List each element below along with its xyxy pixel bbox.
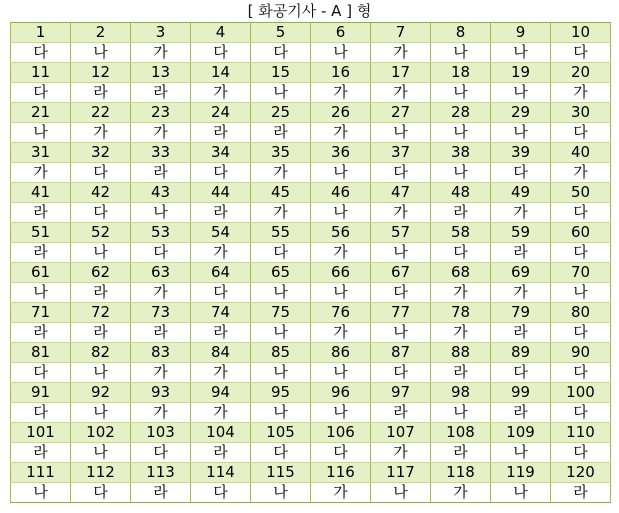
- question-number-cell: 113: [131, 463, 191, 483]
- question-number-cell: 37: [371, 143, 431, 163]
- question-number-cell: 115: [251, 463, 311, 483]
- answer-row: [11, 483, 611, 503]
- answer-cell: 라: [191, 323, 251, 343]
- question-number-cell: 51: [11, 223, 71, 243]
- question-number-cell: 69: [491, 263, 551, 283]
- question-number-cell: 94: [191, 383, 251, 403]
- question-number-cell: 42: [71, 183, 131, 203]
- question-number-cell: 70: [551, 263, 611, 283]
- answer-cell: 다: [11, 403, 71, 423]
- answer-cell: 나: [251, 283, 311, 303]
- answer-cell: 나: [491, 483, 551, 503]
- answer-cell: 가: [311, 243, 371, 263]
- answer-row: [11, 323, 611, 343]
- answer-cell: 나: [131, 203, 191, 223]
- answer-cell: 나: [491, 443, 551, 463]
- answer-cell: 다: [71, 163, 131, 183]
- question-number-cell: 23: [131, 103, 191, 123]
- answer-cell: 다: [71, 203, 131, 223]
- answer-cell: 다: [371, 163, 431, 183]
- question-number-cell: 90: [551, 343, 611, 363]
- answer-cell: 다: [311, 443, 371, 463]
- question-number-cell: 5: [251, 23, 311, 43]
- answer-cell: 가: [431, 283, 491, 303]
- answer-cell: 가: [371, 443, 431, 463]
- answer-cell: 나: [251, 323, 311, 343]
- question-number-cell: 13: [131, 63, 191, 83]
- question-number-row: [11, 383, 611, 403]
- answer-cell: 가: [131, 283, 191, 303]
- answer-cell: 가: [491, 203, 551, 223]
- answer-key-table: [10, 22, 611, 503]
- question-number-cell: 66: [311, 263, 371, 283]
- answer-cell: 나: [311, 163, 371, 183]
- answer-cell: 다: [11, 363, 71, 383]
- question-number-cell: 108: [431, 423, 491, 443]
- question-number-cell: 110: [551, 423, 611, 443]
- answer-cell: 가: [131, 43, 191, 63]
- question-number-cell: 98: [431, 383, 491, 403]
- answer-cell: 나: [251, 83, 311, 103]
- answer-cell: 다: [371, 283, 431, 303]
- answer-row: [11, 83, 611, 103]
- answer-cell: 다: [551, 43, 611, 63]
- question-number-cell: 2: [71, 23, 131, 43]
- answer-cell: 다: [191, 483, 251, 503]
- question-number-cell: 89: [491, 343, 551, 363]
- question-number-cell: 63: [131, 263, 191, 283]
- question-number-cell: 21: [11, 103, 71, 123]
- question-number-cell: 118: [431, 463, 491, 483]
- answer-cell: 라: [431, 443, 491, 463]
- question-number-cell: 46: [311, 183, 371, 203]
- question-number-cell: 62: [71, 263, 131, 283]
- answer-cell: 다: [251, 243, 311, 263]
- answer-cell: 라: [131, 163, 191, 183]
- question-number-cell: 80: [551, 303, 611, 323]
- question-number-cell: 104: [191, 423, 251, 443]
- answer-cell: 가: [251, 203, 311, 223]
- question-number-cell: 119: [491, 463, 551, 483]
- answer-cell: 가: [311, 123, 371, 143]
- page-title: [ 화공기사 - A ] 형: [247, 2, 372, 20]
- question-number-row: [11, 103, 611, 123]
- answer-cell: 나: [311, 43, 371, 63]
- question-number-cell: 39: [491, 143, 551, 163]
- answer-row: [11, 443, 611, 463]
- answer-cell: 다: [191, 163, 251, 183]
- question-number-cell: 75: [251, 303, 311, 323]
- question-number-cell: 61: [11, 263, 71, 283]
- question-number-cell: 109: [491, 423, 551, 443]
- answer-cell: 나: [71, 403, 131, 423]
- question-number-cell: 97: [371, 383, 431, 403]
- question-number-cell: 67: [371, 263, 431, 283]
- question-number-cell: 8: [431, 23, 491, 43]
- question-number-cell: 50: [551, 183, 611, 203]
- answer-key-body: [11, 23, 611, 503]
- question-number-cell: 52: [71, 223, 131, 243]
- answer-cell: 가: [131, 403, 191, 423]
- answer-cell: 가: [431, 323, 491, 343]
- question-number-cell: 120: [551, 463, 611, 483]
- question-number-cell: 31: [11, 143, 71, 163]
- question-number-cell: 103: [131, 423, 191, 443]
- question-number-cell: 14: [191, 63, 251, 83]
- question-number-cell: 7: [371, 23, 431, 43]
- answer-cell: 나: [311, 403, 371, 423]
- answer-cell: 라: [491, 403, 551, 423]
- answer-cell: 가: [491, 283, 551, 303]
- question-number-row: [11, 223, 611, 243]
- answer-cell: 라: [11, 443, 71, 463]
- answer-cell: 나: [11, 283, 71, 303]
- answer-cell: 라: [371, 403, 431, 423]
- answer-cell: 가: [551, 83, 611, 103]
- answer-cell: 가: [191, 363, 251, 383]
- question-number-cell: 65: [251, 263, 311, 283]
- answer-cell: 라: [131, 483, 191, 503]
- question-number-cell: 78: [431, 303, 491, 323]
- question-number-cell: 19: [491, 63, 551, 83]
- answer-cell: 가: [191, 243, 251, 263]
- answer-cell: 가: [131, 363, 191, 383]
- question-number-cell: 1: [11, 23, 71, 43]
- question-number-cell: 73: [131, 303, 191, 323]
- answer-cell: 나: [311, 363, 371, 383]
- answer-cell: 나: [311, 283, 371, 303]
- question-number-cell: 20: [551, 63, 611, 83]
- answer-cell: 나: [371, 123, 431, 143]
- answer-cell: 나: [251, 403, 311, 423]
- question-number-cell: 117: [371, 463, 431, 483]
- answer-cell: 나: [371, 483, 431, 503]
- question-number-cell: 87: [371, 343, 431, 363]
- answer-cell: 다: [131, 443, 191, 463]
- question-number-cell: 107: [371, 423, 431, 443]
- question-number-cell: 112: [71, 463, 131, 483]
- question-number-cell: 81: [11, 343, 71, 363]
- question-number-cell: 30: [551, 103, 611, 123]
- question-number-cell: 55: [251, 223, 311, 243]
- question-number-row: [11, 143, 611, 163]
- answer-cell: 나: [431, 83, 491, 103]
- answer-cell: 다: [131, 243, 191, 263]
- answer-cell: 라: [551, 483, 611, 503]
- question-number-row: [11, 63, 611, 83]
- question-number-row: [11, 303, 611, 323]
- answer-cell: 라: [71, 283, 131, 303]
- question-number-cell: 82: [71, 343, 131, 363]
- answer-cell: 라: [11, 243, 71, 263]
- question-number-cell: 96: [311, 383, 371, 403]
- answer-cell: 가: [311, 323, 371, 343]
- answer-cell: 다: [71, 483, 131, 503]
- question-number-cell: 77: [371, 303, 431, 323]
- answer-cell: 다: [371, 363, 431, 383]
- answer-cell: 나: [251, 363, 311, 383]
- answer-cell: 라: [191, 123, 251, 143]
- question-number-row: [11, 23, 611, 43]
- question-number-cell: 111: [11, 463, 71, 483]
- question-number-cell: 45: [251, 183, 311, 203]
- question-number-row: [11, 463, 611, 483]
- answer-cell: 가: [371, 203, 431, 223]
- answer-cell: 나: [431, 163, 491, 183]
- answer-cell: 라: [191, 203, 251, 223]
- question-number-cell: 95: [251, 383, 311, 403]
- answer-cell: 나: [491, 43, 551, 63]
- answer-row: [11, 43, 611, 63]
- question-number-cell: 28: [431, 103, 491, 123]
- answer-cell: 다: [191, 43, 251, 63]
- question-number-cell: 49: [491, 183, 551, 203]
- question-number-cell: 11: [11, 63, 71, 83]
- question-number-cell: 99: [491, 383, 551, 403]
- answer-cell: 라: [71, 323, 131, 343]
- answer-cell: 다: [551, 443, 611, 463]
- question-number-row: [11, 183, 611, 203]
- question-number-cell: 60: [551, 223, 611, 243]
- answer-cell: 라: [71, 83, 131, 103]
- answer-row: [11, 403, 611, 423]
- answer-cell: 라: [431, 363, 491, 383]
- question-number-cell: 101: [11, 423, 71, 443]
- question-number-cell: 92: [71, 383, 131, 403]
- question-number-cell: 26: [311, 103, 371, 123]
- question-number-cell: 32: [71, 143, 131, 163]
- question-number-cell: 91: [11, 383, 71, 403]
- answer-cell: 가: [131, 123, 191, 143]
- question-number-cell: 3: [131, 23, 191, 43]
- answer-cell: 다: [551, 323, 611, 343]
- answer-cell: 다: [551, 123, 611, 143]
- answer-cell: 나: [11, 483, 71, 503]
- question-number-cell: 74: [191, 303, 251, 323]
- answer-cell: 나: [491, 123, 551, 143]
- question-number-cell: 40: [551, 143, 611, 163]
- question-number-cell: 100: [551, 383, 611, 403]
- answer-cell: 나: [71, 43, 131, 63]
- answer-cell: 나: [71, 243, 131, 263]
- answer-row: [11, 123, 611, 143]
- answer-row: [11, 203, 611, 223]
- question-number-cell: 93: [131, 383, 191, 403]
- question-number-cell: 38: [431, 143, 491, 163]
- answer-cell: 가: [311, 483, 371, 503]
- answer-cell: 다: [11, 43, 71, 63]
- question-number-cell: 33: [131, 143, 191, 163]
- answer-cell: 라: [491, 243, 551, 263]
- question-number-cell: 84: [191, 343, 251, 363]
- answer-cell: 가: [431, 483, 491, 503]
- answer-cell: 라: [131, 323, 191, 343]
- answer-cell: 나: [71, 363, 131, 383]
- answer-cell: 다: [11, 83, 71, 103]
- question-number-cell: 10: [551, 23, 611, 43]
- answer-row: [11, 283, 611, 303]
- question-number-cell: 17: [371, 63, 431, 83]
- answer-cell: 라: [11, 323, 71, 343]
- question-number-cell: 27: [371, 103, 431, 123]
- question-number-cell: 68: [431, 263, 491, 283]
- question-number-cell: 79: [491, 303, 551, 323]
- answer-cell: 다: [551, 403, 611, 423]
- answer-cell: 다: [551, 243, 611, 263]
- question-number-cell: 114: [191, 463, 251, 483]
- question-number-cell: 105: [251, 423, 311, 443]
- question-number-cell: 102: [71, 423, 131, 443]
- question-number-cell: 15: [251, 63, 311, 83]
- answer-row: [11, 243, 611, 263]
- answer-cell: 가: [371, 43, 431, 63]
- question-number-cell: 72: [71, 303, 131, 323]
- answer-cell: 가: [311, 83, 371, 103]
- answer-cell: 나: [431, 43, 491, 63]
- answer-cell: 나: [431, 123, 491, 143]
- answer-row: [11, 163, 611, 183]
- question-number-cell: 59: [491, 223, 551, 243]
- question-number-cell: 36: [311, 143, 371, 163]
- question-number-cell: 71: [11, 303, 71, 323]
- question-number-cell: 64: [191, 263, 251, 283]
- question-number-row: [11, 263, 611, 283]
- answer-cell: 가: [71, 123, 131, 143]
- question-number-cell: 18: [431, 63, 491, 83]
- answer-cell: 가: [371, 83, 431, 103]
- answer-cell: 라: [491, 323, 551, 343]
- answer-cell: 라: [11, 203, 71, 223]
- question-number-cell: 83: [131, 343, 191, 363]
- question-number-cell: 24: [191, 103, 251, 123]
- question-number-cell: 56: [311, 223, 371, 243]
- answer-cell: 나: [251, 483, 311, 503]
- answer-cell: 가: [11, 163, 71, 183]
- answer-cell: 나: [11, 123, 71, 143]
- question-number-cell: 48: [431, 183, 491, 203]
- question-number-cell: 58: [431, 223, 491, 243]
- question-number-cell: 29: [491, 103, 551, 123]
- question-number-cell: 88: [431, 343, 491, 363]
- answer-cell: 다: [551, 363, 611, 383]
- question-number-cell: 41: [11, 183, 71, 203]
- answer-cell: 라: [191, 443, 251, 463]
- question-number-cell: 86: [311, 343, 371, 363]
- question-number-cell: 9: [491, 23, 551, 43]
- answer-cell: 다: [491, 363, 551, 383]
- answer-cell: 나: [371, 323, 431, 343]
- question-number-cell: 22: [71, 103, 131, 123]
- answer-row: [11, 363, 611, 383]
- answer-cell: 나: [431, 403, 491, 423]
- answer-cell: 가: [251, 163, 311, 183]
- answer-cell: 다: [491, 163, 551, 183]
- question-number-cell: 53: [131, 223, 191, 243]
- answer-cell: 라: [251, 123, 311, 143]
- answer-cell: 나: [71, 443, 131, 463]
- question-number-cell: 43: [131, 183, 191, 203]
- question-number-cell: 34: [191, 143, 251, 163]
- question-number-cell: 35: [251, 143, 311, 163]
- question-number-cell: 16: [311, 63, 371, 83]
- question-number-cell: 4: [191, 23, 251, 43]
- question-number-row: [11, 343, 611, 363]
- question-number-cell: 47: [371, 183, 431, 203]
- question-number-cell: 76: [311, 303, 371, 323]
- answer-cell: 다: [551, 203, 611, 223]
- question-number-row: [11, 423, 611, 443]
- question-number-cell: 85: [251, 343, 311, 363]
- answer-cell: 다: [251, 443, 311, 463]
- question-number-cell: 54: [191, 223, 251, 243]
- answer-cell: 나: [551, 283, 611, 303]
- question-number-cell: 6: [311, 23, 371, 43]
- question-number-cell: 44: [191, 183, 251, 203]
- answer-cell: 라: [431, 203, 491, 223]
- answer-cell: 나: [371, 243, 431, 263]
- question-number-cell: 12: [71, 63, 131, 83]
- answer-cell: 가: [191, 83, 251, 103]
- answer-cell: 나: [491, 83, 551, 103]
- answer-cell: 다: [431, 243, 491, 263]
- answer-cell: 나: [311, 203, 371, 223]
- question-number-cell: 57: [371, 223, 431, 243]
- answer-cell: 라: [131, 83, 191, 103]
- question-number-cell: 25: [251, 103, 311, 123]
- answer-cell: 다: [251, 43, 311, 63]
- question-number-cell: 106: [311, 423, 371, 443]
- answer-cell: 가: [551, 163, 611, 183]
- question-number-cell: 116: [311, 463, 371, 483]
- answer-cell: 다: [191, 283, 251, 303]
- answer-cell: 가: [191, 403, 251, 423]
